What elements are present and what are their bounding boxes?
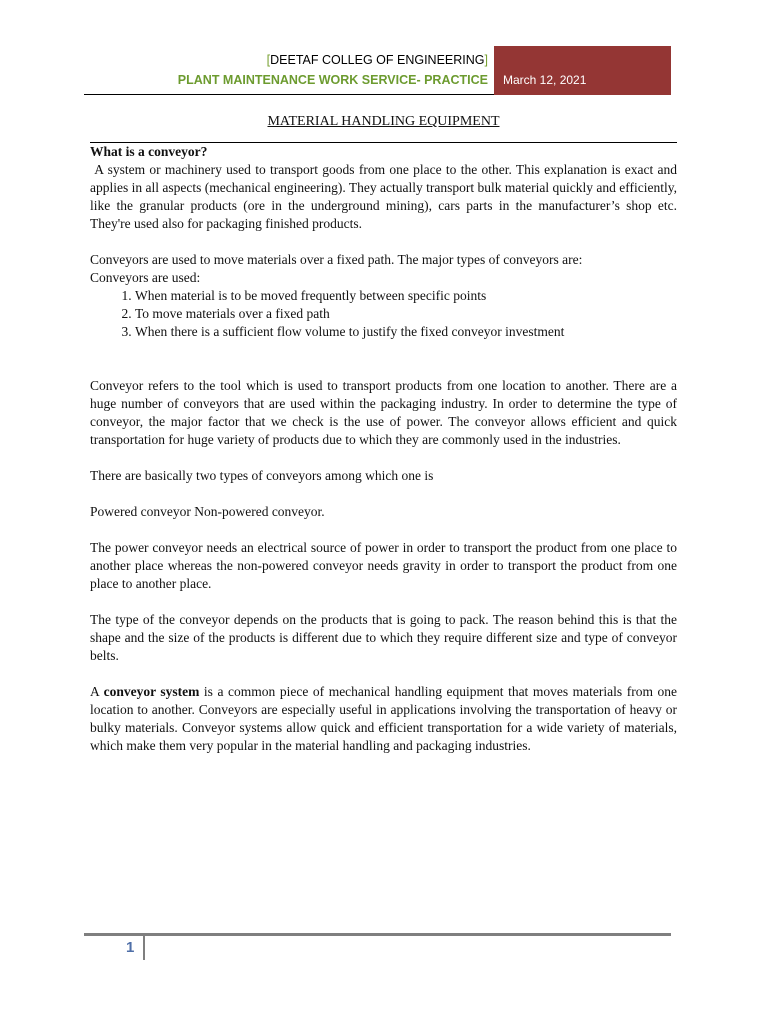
document-body <box>90 110 677 755</box>
footer-divider <box>143 935 145 960</box>
paragraph-prefix: A <box>90 684 104 699</box>
header-titles <box>84 50 488 90</box>
paragraph-conveyor-system-text: is a common piece of mechanical handling equipment that moves materials from one location to another. Conveyors are especially useful in applications involving the transportation of heavy or bulky materials. Conveyor systems allow quick and efficient transportation for a wide variety of materials, which make them very popular in the material handling and packaging industries. <box>90 684 678 753</box>
course-title: PLANT MAINTENANCE WORK SERVICE- PRACTICE <box>177 73 488 87</box>
footer-rule <box>84 933 671 936</box>
list-item: 3. When there is a sufficient flow volume to justify the fixed conveyor investment <box>135 323 677 341</box>
list-item: 1. When material is to be moved frequently between specific points <box>135 287 677 305</box>
list-item: 2. To move materials over a fixed path <box>135 305 677 323</box>
college-name <box>84 50 488 70</box>
section-heading: What is a conveyor? <box>90 144 208 159</box>
header-date: March 12, 2021 <box>503 73 587 87</box>
paragraph-type-names: Powered conveyor Non-powered conveyor. <box>90 504 325 519</box>
paragraph-intro <box>90 161 677 233</box>
header-date-box <box>494 46 671 95</box>
paragraph-conveyor-type: The type of the conveyor depends on the products that is going to pack. The reason behind this is that the shape and the size of the products is different due to which they require different size and type of conveyor belts. <box>90 612 677 663</box>
college-text: DEETAF COLLEG OF ENGINEERING <box>270 53 485 67</box>
paragraph-conveyor-definition: Conveyor refers to the tool which is used to transport products from one location to another. There are a huge number of conveyors that are used within the packaging industry. In order to determine the type of conveyor, the major factor that we check is the use of power. The conveyor allows efficient and quick transportation for huge variety of products due to which they are commonly used in the industries. <box>90 378 677 447</box>
usage-list <box>90 287 677 341</box>
paragraph-types-line: Conveyors are used to move materials over a fixed path. The major types of conveyors are: <box>90 252 583 267</box>
document-title: MATERIAL HANDLING EQUIPMENT <box>267 114 500 129</box>
bracket-open: [ <box>266 53 271 67</box>
paragraph-power-conveyor: The power conveyor needs an electrical source of power in order to transport the product from one place to another place whereas the non-powered conveyor needs gravity in order to transport the product from one place to another place. <box>90 540 677 591</box>
paragraph-used-line: Conveyors are used: <box>90 270 201 285</box>
paragraph-intro-text: A system or machinery used to transport goods from one place to the other. This explanation is exact and applies in all aspects (mechanical engineering). They actually transport bulk material quickly and efficiently, like the granular products (ore in the underground mining), cars parts in the manufacturer’s shop etc. They're used also for packaging finished products. <box>90 162 677 231</box>
page-number: 1 <box>126 939 135 956</box>
bold-term: conveyor system <box>103 684 200 699</box>
paragraph-conveyor-system <box>90 683 677 755</box>
paragraph-two-types: There are basically two types of conveyors among which one is <box>90 468 434 483</box>
header-rule <box>84 94 494 95</box>
bracket-close: ] <box>484 53 488 67</box>
